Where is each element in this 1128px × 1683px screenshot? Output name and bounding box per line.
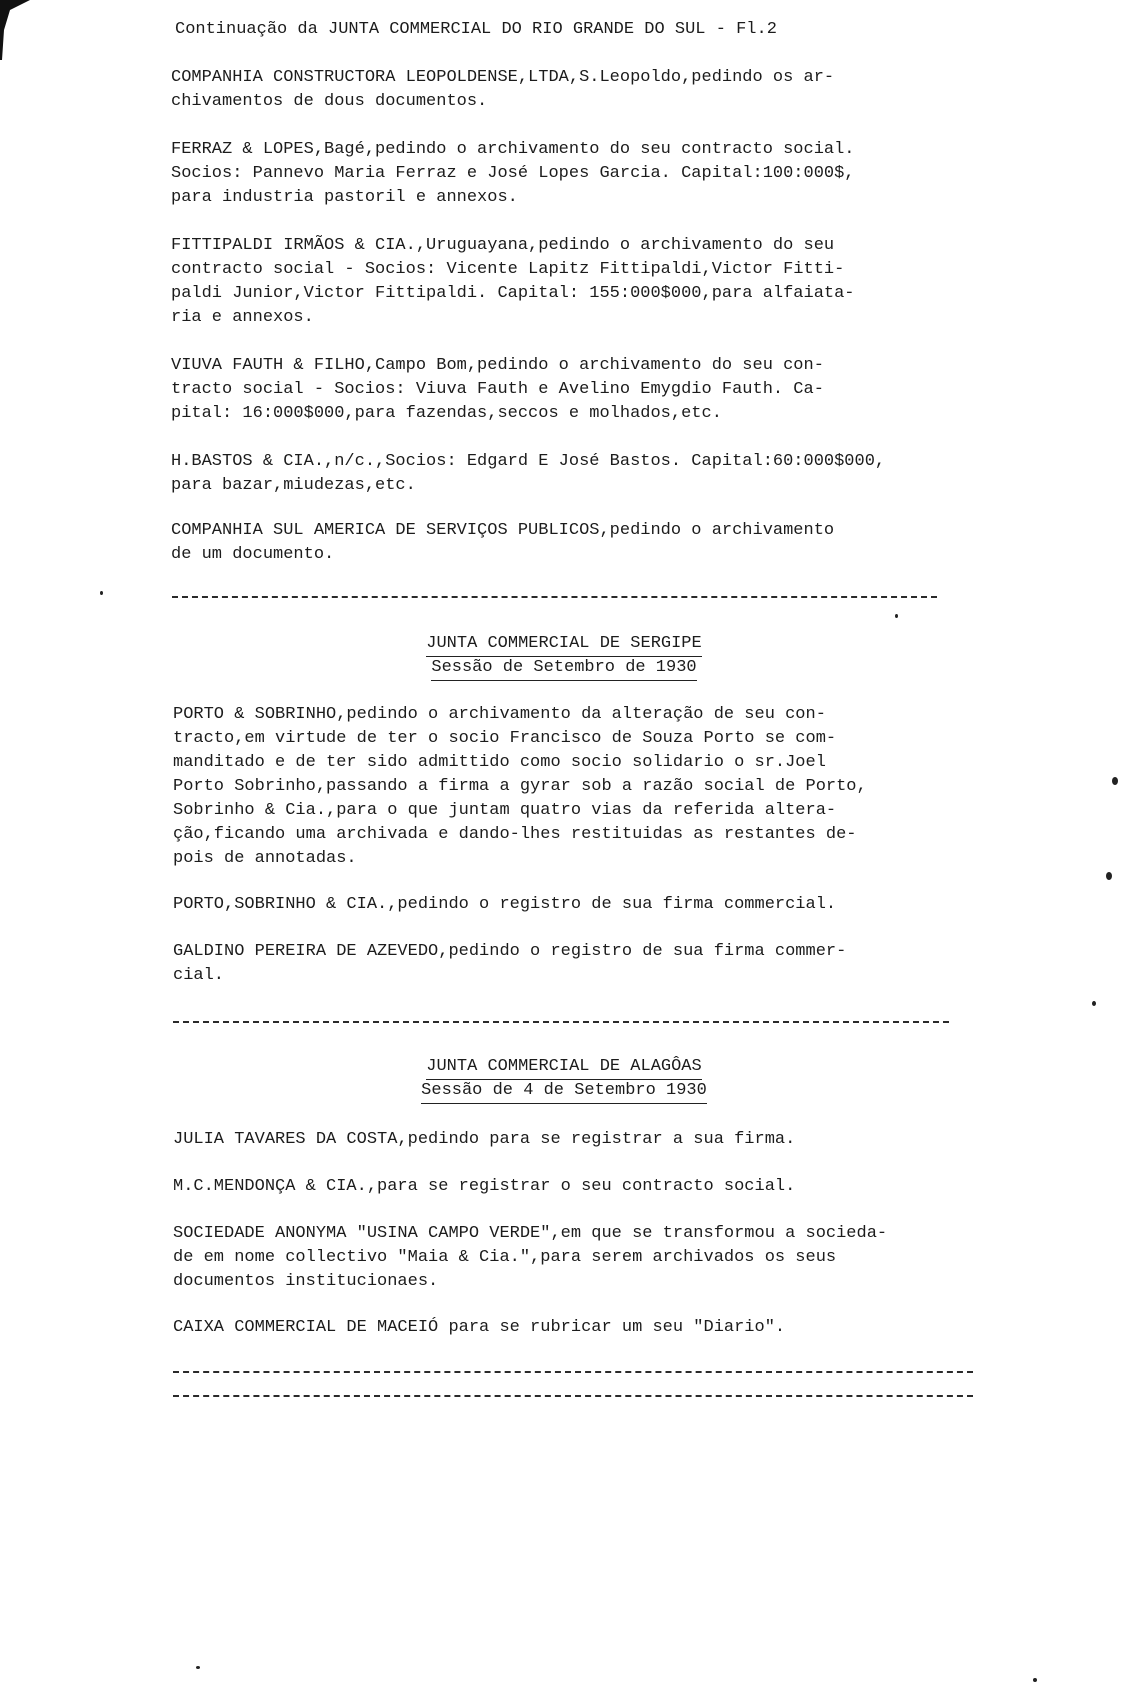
entry-line: documentos institucionaes. <box>173 1272 439 1291</box>
entry-line: de em nome collectivo "Maia & Cia.",para serem archivados os seus <box>173 1248 837 1267</box>
scan-speck <box>1106 872 1112 880</box>
entry-line: para bazar,miudezas,etc. <box>171 476 416 495</box>
entry-line: contracto social - Socios: Vicente Lapitz Fittipaldi,Victor Fitti- <box>171 260 845 279</box>
entry-line: manditado e de ter sido admittido como socio solidario o sr.Joel <box>173 753 826 772</box>
entry-line: GALDINO PEREIRA DE AZEVEDO,pedindo o registro de sua firma commer- <box>173 942 847 961</box>
scan-speck <box>100 591 103 595</box>
separator-dashes <box>172 596 937 598</box>
entry-line: VIUVA FAUTH & FILHO,Campo Bom,pedindo o archivamento do seu con- <box>171 356 824 375</box>
page-header: Continuação da JUNTA COMMERCIAL DO RIO GRANDE DO SUL - Fl.2 <box>175 20 777 39</box>
entry-line: Socios: Pannevo Maria Ferraz e José Lopes Garcia. Capital:100:000$, <box>171 164 855 183</box>
entry-line: SOCIEDADE ANONYMA "USINA CAMPO VERDE",em que se transformou a socieda- <box>173 1224 888 1243</box>
sergipe-subtitle-text: Sessão de Setembro de 1930 <box>431 656 696 681</box>
scan-speck <box>1033 1678 1037 1682</box>
entry-line: COMPANHIA CONSTRUCTORA LEOPOLDENSE,LTDA,S.Leopoldo,pedindo os ar- <box>171 68 835 87</box>
entry-line: ria e annexos. <box>171 308 314 327</box>
scan-speck <box>1112 777 1118 785</box>
entry-line: pois de annotadas. <box>173 849 357 868</box>
entry-line: ção,ficando uma archivada e dando-lhes restituidas as restantes de- <box>173 825 857 844</box>
entry-line: tracto,em virtude de ter o socio Francisco de Souza Porto se com- <box>173 729 837 748</box>
alagoas-subtitle-text: Sessão de 4 de Setembro 1930 <box>421 1079 707 1104</box>
entry-line: H.BASTOS & CIA.,n/c.,Socios: Edgard E José Bastos. Capital:60:000$000, <box>171 452 886 471</box>
alagoas-title-text: JUNTA COMMERCIAL DE ALAGÔAS <box>426 1055 701 1080</box>
entry-line: Sobrinho & Cia.,para o que juntam quatro vias da referida altera- <box>173 801 837 820</box>
entry-line: CAIXA COMMERCIAL DE MACEIÓ para se rubricar um seu "Diario". <box>173 1318 786 1337</box>
entry-line: paldi Junior,Victor Fittipaldi. Capital: 155:000$000,para alfaiata- <box>171 284 855 303</box>
sergipe-title-text: JUNTA COMMERCIAL DE SERGIPE <box>426 632 701 657</box>
section-title-alagoas <box>0 1055 1128 1080</box>
entry-line: tracto social - Socios: Viuva Fauth e Avelino Emygdio Fauth. Ca- <box>171 380 824 399</box>
entry-line: de um documento. <box>171 545 335 564</box>
entry-line: FERRAZ & LOPES,Bagé,pedindo o archivamento do seu contracto social. <box>171 140 855 159</box>
scan-corner-mark <box>0 0 30 60</box>
separator-dashes <box>173 1395 973 1397</box>
entry-line: JULIA TAVARES DA COSTA,pedindo para se registrar a sua firma. <box>173 1130 796 1149</box>
entry-line: FITTIPALDI IRMÃOS & CIA.,Uruguayana,pedindo o archivamento do seu <box>171 236 835 255</box>
section-title-sergipe <box>0 632 1128 657</box>
entry-line: chivamentos de dous documentos. <box>171 92 488 111</box>
separator-dashes <box>173 1371 973 1373</box>
entry-line: pital: 16:000$000,para fazendas,seccos e molhados,etc. <box>171 404 722 423</box>
scan-speck <box>196 1666 200 1669</box>
scan-speck <box>895 614 898 618</box>
section-subtitle-alagoas <box>0 1079 1128 1104</box>
scan-speck <box>1092 1001 1096 1006</box>
entry-line: PORTO,SOBRINHO & CIA.,pedindo o registro de sua firma commercial. <box>173 895 837 914</box>
entry-line: Porto Sobrinho,passando a firma a gyrar sob a razão social de Porto, <box>173 777 867 796</box>
separator-dashes <box>173 1021 949 1023</box>
entry-line: M.C.MENDONÇA & CIA.,para se registrar o seu contracto social. <box>173 1177 796 1196</box>
entry-line: PORTO & SOBRINHO,pedindo o archivamento da alteração de seu con- <box>173 705 826 724</box>
entry-line: para industria pastoril e annexos. <box>171 188 518 207</box>
entry-line: COMPANHIA SUL AMERICA DE SERVIÇOS PUBLICOS,pedindo o archivamento <box>171 521 835 540</box>
entry-line: cial. <box>173 966 225 985</box>
section-subtitle-sergipe <box>0 656 1128 681</box>
